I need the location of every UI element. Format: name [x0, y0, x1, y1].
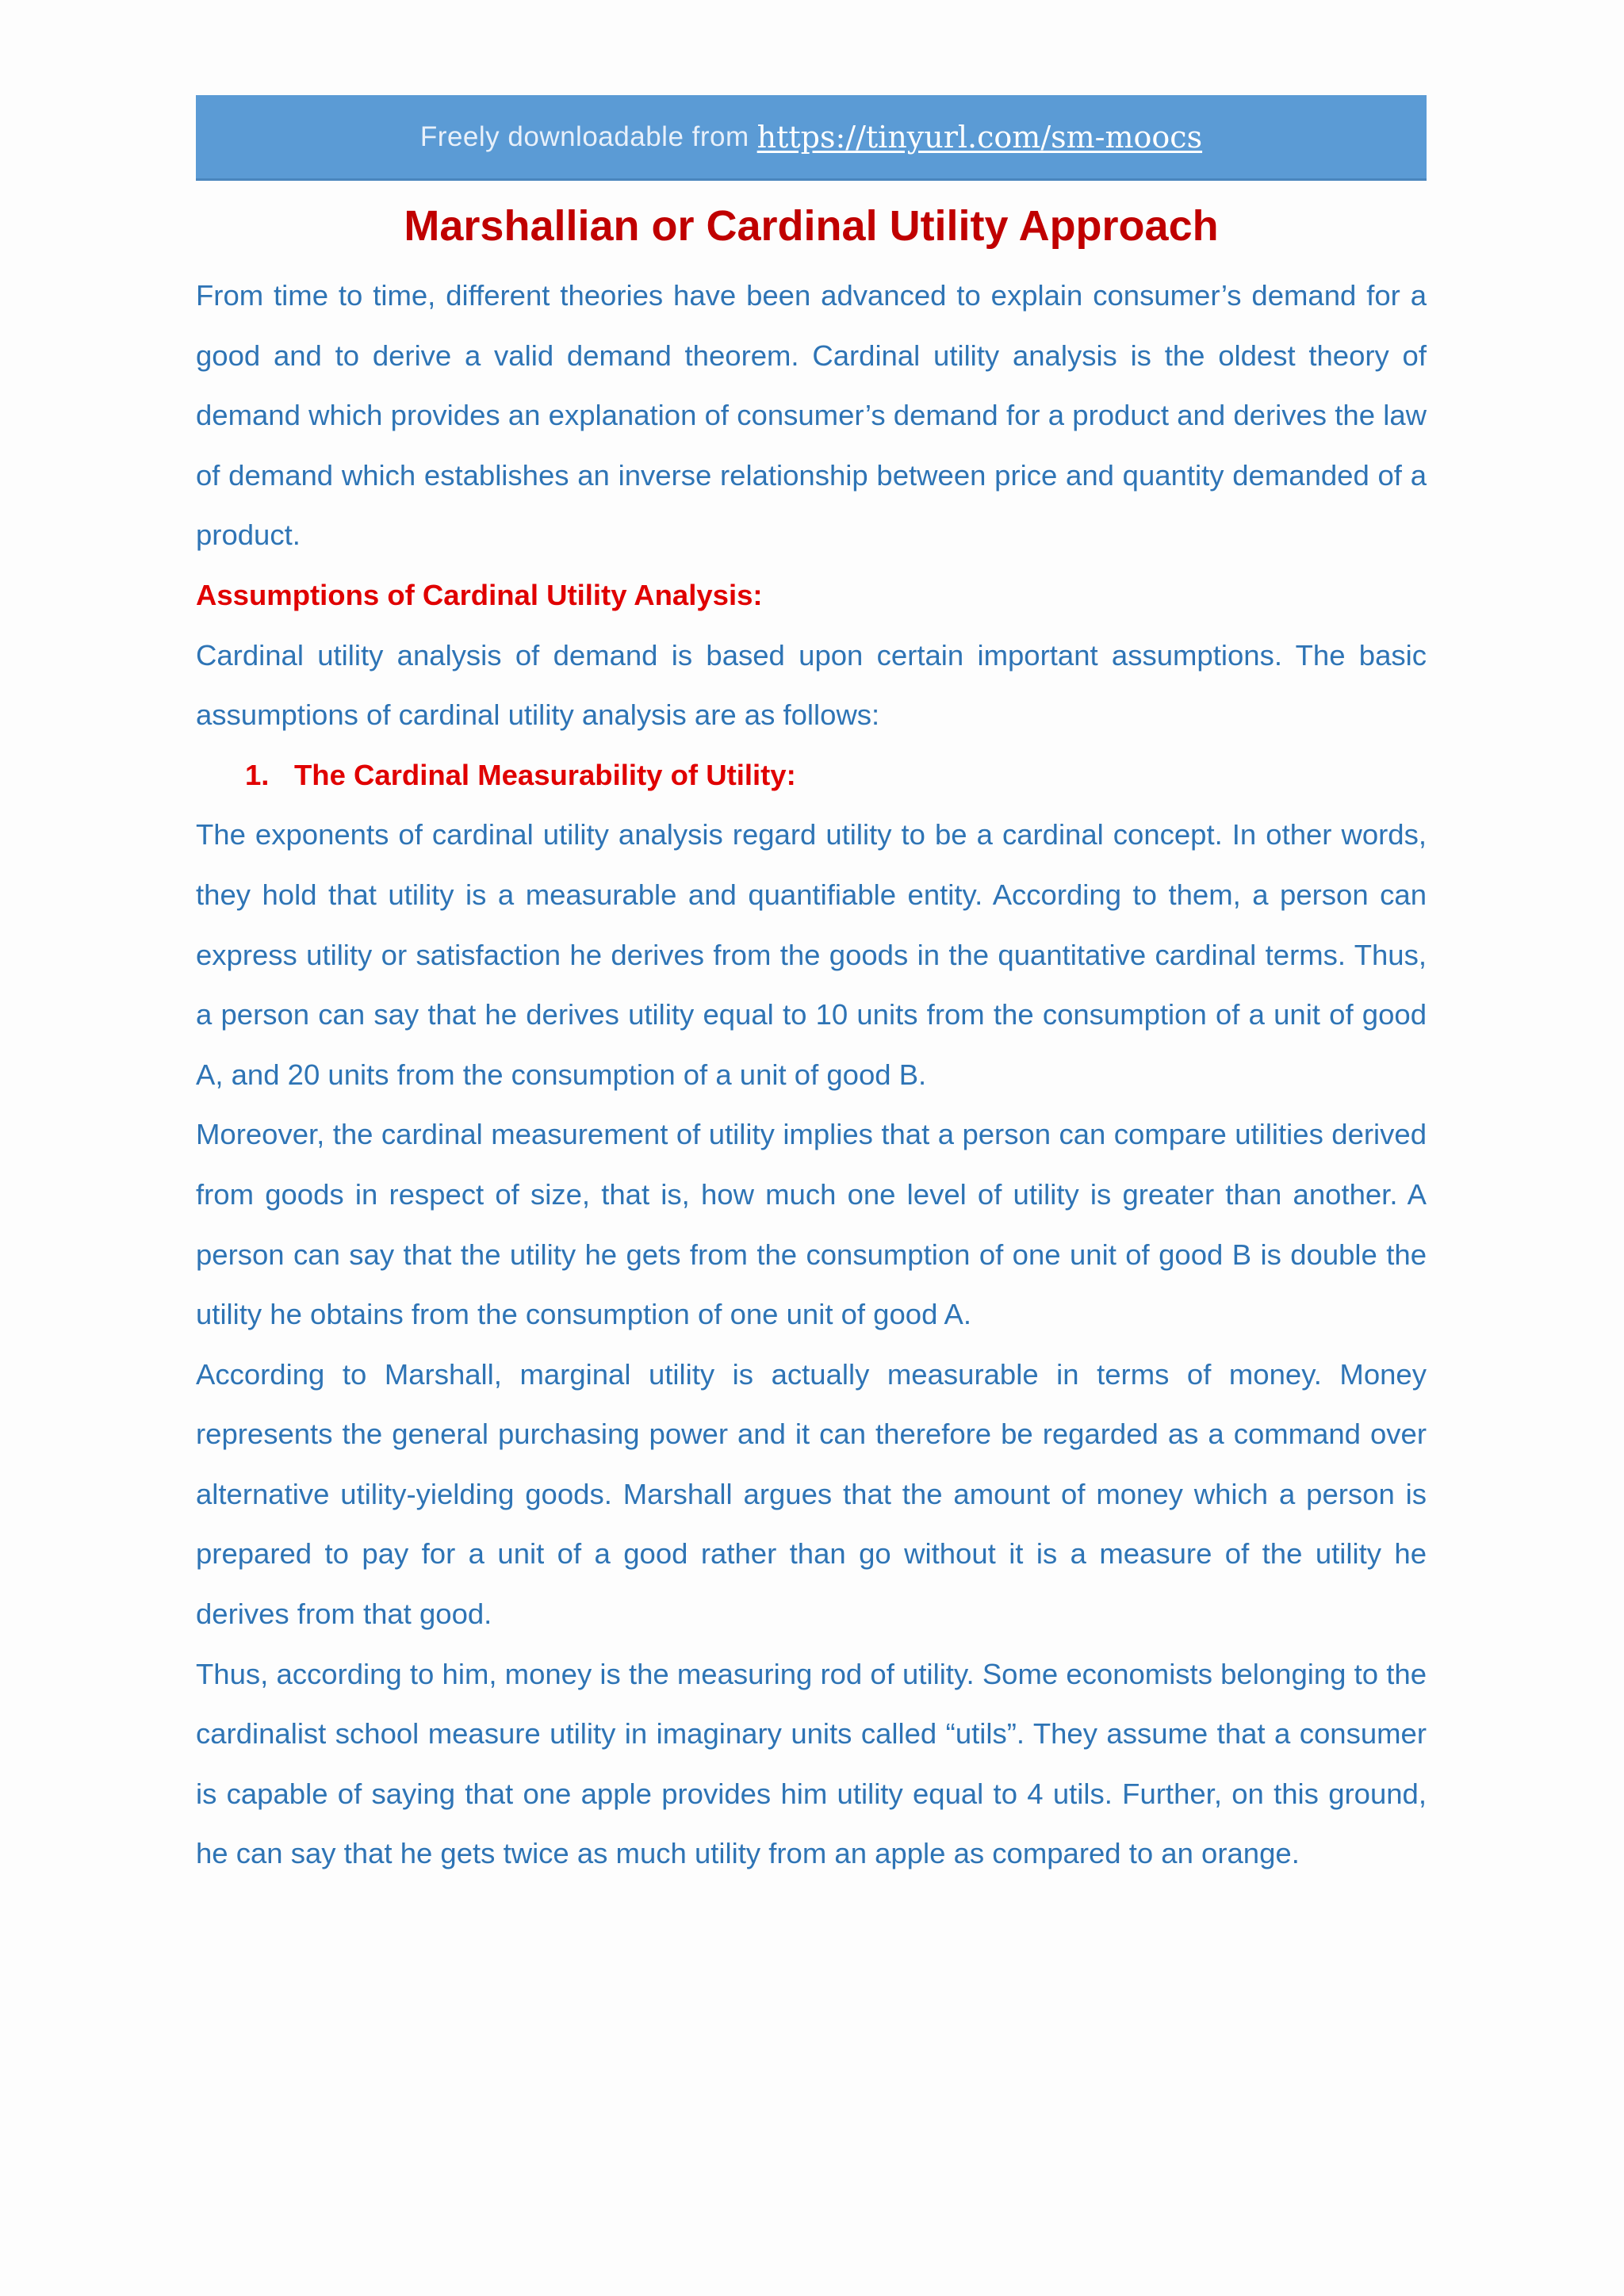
numbered-heading-1 [196, 745, 1427, 806]
cardinal-concept-paragraph: The exponents of cardinal utility analysis regard utility to be a cardinal concept. In other words, they hold that utility is a measurable and quantifiable entity. According to them, a person can express utility or satisfaction he derives from the goods in the quantitative cardinal terms. Thus, a person can say that he derives utility equal to 10 units from the consumption of a unit of good A, and 20 units from the consumption of a unit of good B. [196, 818, 1427, 1091]
comparison-paragraph: Moreover, the cardinal measurement of utility implies that a person can compare utilities derived from goods in respect of size, that is, how much one level of utility is greater than another. A person can say that the utility he gets from the consumption of one unit of good B is double the utility he obtains from the consumption of one unit of good A. [196, 1118, 1427, 1331]
assumptions-heading: Assumptions of Cardinal Utility Analysis: [196, 578, 763, 611]
document-body [196, 266, 1427, 1884]
utils-paragraph: Thus, according to him, money is the measuring rod of utility. Some economists belonging to the cardinalist school measure utility in imaginary units called “utils”. They assume that a consumer is capable of saying that one apple provides him utility equal to 4 utils. Further, on this ground, he can say that he gets twice as much utility from an apple as compared to an orange. [196, 1657, 1427, 1870]
intro-paragraph: From time to time, different theories have been advanced to explain consumer’s demand for a good and to derive a valid demand theorem. Cardinal utility analysis is the oldest theory of demand which provides an explanation of consumer’s demand for a product and derives the law of demand which establishes an inverse relationship between price and quantity demanded of a product. [196, 279, 1427, 552]
list-number: 1. [245, 758, 270, 791]
banner-prefix: Freely downloadable from [419, 121, 749, 152]
page-title: Marshallian or Cardinal Utility Approach [404, 202, 1219, 250]
download-banner [196, 95, 1427, 181]
numbered-heading-text: The Cardinal Measurability of Utility: [294, 758, 796, 791]
download-link[interactable]: https://tinyurl.com/sm-moocs [756, 119, 1203, 155]
assumptions-intro-paragraph: Cardinal utility analysis of demand is based upon certain important assumptions. The basic assumptions of cardinal utility analysis are as follows: [196, 638, 1427, 732]
marshall-money-paragraph: According to Marshall, marginal utility is actually measurable in terms of money. Money represents the general purchasing power and it can therefore be regarded as a command over alternative utility-yielding goods. Marshall argues that the amount of money which a person is prepared to pay for a unit of a good rather than go without it is a measure of the utility he derives from that good. [196, 1357, 1427, 1631]
